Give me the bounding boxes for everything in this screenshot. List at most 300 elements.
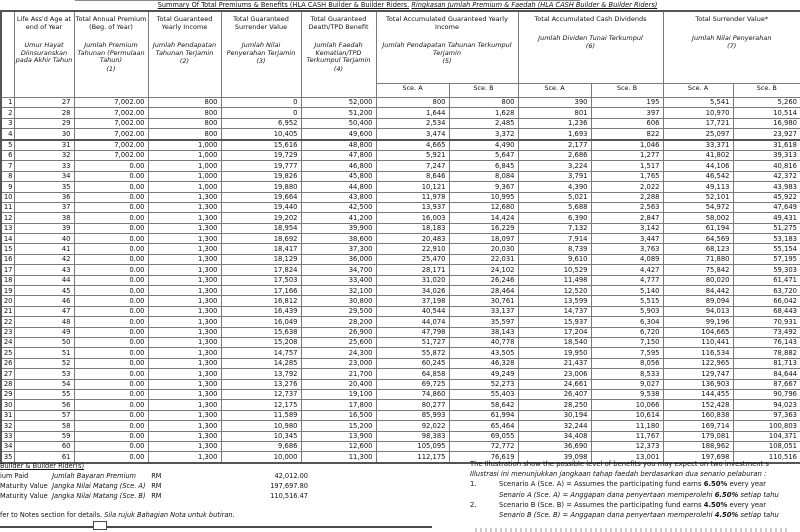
value-cell: 6,304 — [591, 317, 663, 327]
value-cell: 0.00 — [74, 234, 148, 244]
table-row — [1, 379, 800, 389]
value-cell: 58,642 — [449, 400, 518, 410]
value-cell: 8,739 — [518, 244, 591, 254]
policy-year-cell: 4 — [1, 129, 14, 140]
dividends-header-my: Jumlah Dividen Tunai Terkumpul — [538, 33, 643, 42]
value-cell: 390 — [518, 98, 591, 108]
value-cell: 58,002 — [663, 213, 733, 223]
value-cell: 0.00 — [74, 410, 148, 420]
value-cell: 20,400 — [301, 379, 376, 389]
value-cell: 75,842 — [663, 265, 733, 275]
value-cell: 19,826 — [221, 171, 301, 181]
footer-summary-title: Builder & Builder Rider(s) — [0, 462, 85, 470]
income-header-my: Jumlah Pendapatan Tahunan Terjamin — [152, 41, 217, 57]
policy-year-cell: 10 — [1, 192, 14, 202]
scenario-a-line-en — [470, 479, 800, 489]
value-cell: 44,800 — [301, 182, 376, 192]
maturity-a-label-en: Maturity Value — [0, 482, 48, 490]
policy-year-cell: 21 — [1, 306, 14, 316]
value-cell: 19,100 — [301, 389, 376, 399]
value-cell: 1,517 — [591, 161, 663, 171]
scenario-a-text-en: Scenario A (Sce. A) = Assumes the participating fund earns — [499, 480, 704, 489]
value-cell: 52,000 — [301, 98, 376, 108]
value-cell: 24,661 — [518, 379, 591, 389]
table-row — [1, 389, 800, 399]
value-cell: 38,143 — [449, 327, 518, 337]
value-cell: 52,273 — [449, 379, 518, 389]
value-cell: 105,095 — [376, 441, 449, 451]
value-cell: 46 — [14, 296, 74, 306]
value-cell: 15,638 — [221, 327, 301, 337]
value-cell: 18,954 — [221, 223, 301, 233]
value-cell: 55,872 — [376, 348, 449, 358]
value-cell: 1,046 — [591, 140, 663, 151]
value-cell: 61,994 — [449, 410, 518, 420]
value-cell: 41,802 — [663, 150, 733, 160]
value-cell: 25,097 — [663, 129, 733, 140]
death-header-my: Jumlah Faedah Kematian/TPD Terkumpul Terjamin — [306, 41, 371, 64]
value-cell: 10,514 — [733, 108, 800, 118]
value-cell: 76,619 — [449, 452, 518, 463]
maturity-b-currency: RM — [151, 491, 162, 500]
table-header — [1, 11, 800, 98]
value-cell: 7,002.00 — [74, 140, 148, 151]
value-cell: 51 — [14, 348, 74, 358]
value-cell: 39,313 — [733, 150, 800, 160]
value-cell: 18,183 — [376, 223, 449, 233]
benefits-table — [0, 10, 800, 464]
value-cell: 108,051 — [733, 441, 800, 451]
value-cell: 47,800 — [301, 150, 376, 160]
value-cell: 1,300 — [148, 223, 221, 233]
scenario-a-number: 1. — [470, 480, 477, 489]
value-cell: 55,403 — [449, 389, 518, 399]
value-cell: 2,022 — [591, 182, 663, 192]
value-cell: 99,196 — [663, 317, 733, 327]
value-cell: 1,300 — [148, 244, 221, 254]
value-cell: 59 — [14, 431, 74, 441]
value-cell: 800 — [449, 98, 518, 108]
value-cell: 41,200 — [301, 213, 376, 223]
value-cell: 61 — [14, 452, 74, 463]
premium-paid-currency: RM — [151, 472, 162, 481]
value-cell: 12,600 — [301, 441, 376, 451]
value-cell: 43,983 — [733, 182, 800, 192]
value-cell: 7,002.00 — [74, 118, 148, 128]
age-column-header — [14, 11, 74, 98]
value-cell: 1,693 — [518, 129, 591, 140]
value-cell: 37 — [14, 202, 74, 212]
value-cell: 78,882 — [733, 348, 800, 358]
value-cell: 57,195 — [733, 254, 800, 264]
value-cell: 136,903 — [663, 379, 733, 389]
value-cell: 18,692 — [221, 234, 301, 244]
table-row — [1, 400, 800, 410]
death-header-num: (4) — [333, 64, 344, 73]
value-cell: 0.00 — [74, 192, 148, 202]
value-cell: 37,198 — [376, 296, 449, 306]
value-cell: 800 — [148, 98, 221, 108]
table-row — [1, 306, 800, 316]
value-cell: 36,690 — [518, 441, 591, 451]
value-cell: 34,700 — [301, 265, 376, 275]
value-cell: 30,800 — [301, 296, 376, 306]
policy-year-cell: 22 — [1, 317, 14, 327]
value-cell: 90,796 — [733, 389, 800, 399]
value-cell: 6,952 — [221, 118, 301, 128]
value-cell: 2,288 — [591, 192, 663, 202]
value-cell: 16,980 — [733, 118, 800, 128]
value-cell: 16,049 — [221, 317, 301, 327]
value-cell: 22,031 — [449, 254, 518, 264]
income-header-en: Total Guaranteed Yearly Income — [156, 15, 213, 31]
acc-income-sce-a-header: Sce. A — [376, 84, 449, 98]
value-cell: 3,142 — [591, 223, 663, 233]
premium-header-en: Total Annual Premium (Beg. of Year) — [75, 15, 147, 31]
value-cell: 2,177 — [518, 140, 591, 151]
value-cell: 5,921 — [376, 150, 449, 160]
value-cell: 98,383 — [376, 431, 449, 441]
policy-year-cell: 24 — [1, 337, 14, 347]
value-cell: 1,300 — [148, 265, 221, 275]
value-cell: 10,995 — [449, 192, 518, 202]
value-cell: 30,761 — [449, 296, 518, 306]
value-cell: 89,094 — [663, 296, 733, 306]
value-cell: 19,440 — [221, 202, 301, 212]
value-cell: 0.00 — [74, 337, 148, 347]
value-cell: 1,277 — [591, 150, 663, 160]
value-cell: 1,300 — [148, 452, 221, 463]
value-cell: 116,534 — [663, 348, 733, 358]
value-cell: 36,000 — [301, 254, 376, 264]
value-cell: 33,137 — [449, 306, 518, 316]
value-cell: 800 — [148, 118, 221, 128]
value-cell: 11,589 — [221, 410, 301, 420]
value-cell: 64,858 — [376, 369, 449, 379]
value-cell: 3,791 — [518, 171, 591, 181]
value-cell: 4,390 — [518, 182, 591, 192]
bottom-border-segment-left — [0, 526, 93, 528]
value-cell: 46,800 — [301, 161, 376, 171]
dividends-header-en: Total Accumulated Cash Dividends — [534, 15, 647, 23]
age-header-en: Life Ass'd Age at end of Year — [16, 15, 72, 31]
value-cell: 0.00 — [74, 296, 148, 306]
value-cell: 17,721 — [663, 118, 733, 128]
value-cell: 9,610 — [518, 254, 591, 264]
maturity-value-b-row — [0, 492, 322, 502]
acc-income-header-en: Total Accumulated Guaranteed Yearly Income — [386, 15, 508, 31]
policy-year-cell: 19 — [1, 286, 14, 296]
summary-title-en: Summary Of Total Premiums & Benefits (HLA CASH Builder & Builder Riders. — [157, 1, 410, 9]
value-cell: 17,503 — [221, 275, 301, 285]
value-cell: 5,903 — [591, 306, 663, 316]
value-cell: 27 — [14, 98, 74, 108]
notes-reference-my: Sila rujuk Bahagian Nota untuk butiran. — [104, 511, 235, 520]
value-cell: 9,686 — [221, 441, 301, 451]
value-cell: 606 — [591, 118, 663, 128]
tsv-header-en: Total Surrender Value* — [695, 15, 769, 23]
gsv-header-num: (3) — [256, 57, 266, 65]
death-header-en: Total Guaranteed Death/TPD Benefit — [308, 15, 369, 31]
value-cell: 39,900 — [301, 223, 376, 233]
value-cell: 19,950 — [518, 348, 591, 358]
value-cell: 1,300 — [148, 234, 221, 244]
scenario-a-line-my — [470, 490, 800, 500]
value-cell: 48,800 — [301, 140, 376, 151]
value-cell: 85,993 — [376, 410, 449, 420]
value-cell: 179,081 — [663, 431, 733, 441]
value-cell: 31,618 — [733, 140, 800, 151]
value-cell: 40 — [14, 234, 74, 244]
policy-year-cell: 32 — [1, 421, 14, 431]
value-cell: 4,665 — [376, 140, 449, 151]
value-cell: 1,000 — [148, 182, 221, 192]
value-cell: 55 — [14, 389, 74, 399]
premium-paid-label-en: ium Paid — [0, 472, 29, 481]
value-cell: 28,250 — [518, 400, 591, 410]
value-cell: 87,667 — [733, 379, 800, 389]
value-cell: 35 — [14, 182, 74, 192]
value-cell: 17,166 — [221, 286, 301, 296]
value-cell: 43,800 — [301, 192, 376, 202]
value-cell: 0.00 — [74, 171, 148, 181]
value-cell: 35,597 — [449, 317, 518, 327]
value-cell: 112,175 — [376, 452, 449, 463]
value-cell: 49,113 — [663, 182, 733, 192]
value-cell: 44 — [14, 275, 74, 285]
value-cell: 26,407 — [518, 389, 591, 399]
value-cell: 52,101 — [663, 192, 733, 202]
value-cell: 1,300 — [148, 327, 221, 337]
table-body — [1, 98, 800, 463]
value-cell: 1,236 — [518, 118, 591, 128]
tsv-header-my: Jumlah Nilai Penyerahan — [692, 33, 772, 42]
value-cell: 23,000 — [301, 358, 376, 368]
acc-income-sce-b-header: Sce. B — [449, 84, 518, 98]
value-cell: 43,505 — [449, 348, 518, 358]
value-cell: 8,084 — [449, 171, 518, 181]
value-cell: 13,900 — [301, 431, 376, 441]
premium-paid-value: 42,012.00 — [274, 472, 308, 481]
value-cell: 17,204 — [518, 327, 591, 337]
footer-scenarios — [470, 459, 800, 529]
guaranteed-yearly-income-column-header — [148, 11, 221, 98]
policy-year-cell: 31 — [1, 410, 14, 420]
value-cell: 1,300 — [148, 400, 221, 410]
value-cell: 57 — [14, 410, 74, 420]
value-cell: 9,538 — [591, 389, 663, 399]
scenario-intro-en: The Illustration show the possible level of benefits you may expect on two investment s — [470, 460, 769, 468]
value-cell: 36 — [14, 192, 74, 202]
value-cell: 12,175 — [221, 400, 301, 410]
value-cell: 1,000 — [148, 161, 221, 171]
value-cell: 5,541 — [663, 98, 733, 108]
value-cell: 70,931 — [733, 317, 800, 327]
value-cell: 169,714 — [663, 421, 733, 431]
value-cell: 17,824 — [221, 265, 301, 275]
maturity-b-label-en: Maturity Value — [0, 491, 48, 500]
scenario-b-text-en: Scenario B (Sce. B) = Assumes the participating fund earns — [499, 500, 704, 509]
value-cell: 50,400 — [301, 118, 376, 128]
value-cell: 44,106 — [663, 161, 733, 171]
value-cell: 1,644 — [376, 108, 449, 118]
value-cell: 10,970 — [663, 108, 733, 118]
value-cell: 1,765 — [591, 171, 663, 181]
value-cell: 25,600 — [301, 337, 376, 347]
value-cell: 39 — [14, 223, 74, 233]
value-cell: 18,097 — [449, 234, 518, 244]
table-row — [1, 213, 800, 223]
value-cell: 2,534 — [376, 118, 449, 128]
scenario-b-line-my — [470, 510, 800, 520]
value-cell: 110,441 — [663, 337, 733, 347]
policy-year-cell: 8 — [1, 171, 14, 181]
table-row — [1, 140, 800, 151]
bottom-border-segment-right — [106, 526, 432, 528]
scenario-a-rate: 6.50% — [703, 480, 728, 489]
value-cell: 16,439 — [221, 306, 301, 316]
death-tpd-benefit-column-header — [301, 11, 376, 98]
value-cell: 397 — [591, 108, 663, 118]
table-row — [1, 265, 800, 275]
table-row — [1, 150, 800, 160]
value-cell: 16,500 — [301, 410, 376, 420]
value-cell: 11,498 — [518, 275, 591, 285]
policy-year-cell: 26 — [1, 358, 14, 368]
policy-year-cell: 28 — [1, 379, 14, 389]
table-row — [1, 234, 800, 244]
value-cell: 13,001 — [591, 452, 663, 463]
value-cell: 4,427 — [591, 265, 663, 275]
value-cell: 12,680 — [449, 202, 518, 212]
value-cell: 0.00 — [74, 358, 148, 368]
value-cell: 41 — [14, 244, 74, 254]
dividends-sce-a-header: Sce. A — [518, 84, 591, 98]
value-cell: 195 — [591, 98, 663, 108]
value-cell: 6,720 — [591, 327, 663, 337]
maturity-value-a-row — [0, 482, 322, 492]
value-cell: 48 — [14, 317, 74, 327]
table-row — [1, 441, 800, 451]
value-cell: 44,074 — [376, 317, 449, 327]
value-cell: 46,542 — [663, 171, 733, 181]
table-row — [1, 254, 800, 264]
value-cell: 11,180 — [591, 421, 663, 431]
value-cell: 0.00 — [74, 223, 148, 233]
value-cell: 1,300 — [148, 431, 221, 441]
policy-year-cell: 29 — [1, 389, 14, 399]
value-cell: 5,140 — [591, 286, 663, 296]
policy-year-cell: 15 — [1, 244, 14, 254]
value-cell: 73,492 — [733, 327, 800, 337]
policy-year-cell: 34 — [1, 441, 14, 451]
maturity-b-value: 110,516.47 — [270, 491, 308, 500]
value-cell: 1,300 — [148, 213, 221, 223]
value-cell: 47 — [14, 306, 74, 316]
value-cell: 94,013 — [663, 306, 733, 316]
value-cell: 31,020 — [376, 275, 449, 285]
value-cell: 10,614 — [591, 410, 663, 420]
value-cell: 21,700 — [301, 369, 376, 379]
value-cell: 26,900 — [301, 327, 376, 337]
value-cell: 31 — [14, 140, 74, 151]
clipped-text-line — [475, 528, 790, 532]
gsv-header-my: Jumlah Nilai Penyerahan Terjamin — [226, 41, 296, 57]
value-cell: 65,464 — [449, 421, 518, 431]
value-cell: 18,417 — [221, 244, 301, 254]
policy-year-cell: 33 — [1, 431, 14, 441]
table-row — [1, 410, 800, 420]
value-cell: 53 — [14, 369, 74, 379]
table-row — [1, 244, 800, 254]
value-cell: 74,860 — [376, 389, 449, 399]
table-row — [1, 337, 800, 347]
value-cell: 7,150 — [591, 337, 663, 347]
value-cell: 33,371 — [663, 140, 733, 151]
value-cell: 46,328 — [449, 358, 518, 368]
value-cell: 80,277 — [376, 400, 449, 410]
value-cell: 800 — [148, 108, 221, 118]
value-cell: 28 — [14, 108, 74, 118]
policy-year-cell: 30 — [1, 400, 14, 410]
value-cell: 6,845 — [449, 161, 518, 171]
value-cell: 10,405 — [221, 129, 301, 140]
value-cell: 23,006 — [518, 369, 591, 379]
policy-year-cell: 16 — [1, 254, 14, 264]
acc-income-header-num: (5) — [442, 57, 452, 65]
value-cell: 47,649 — [733, 202, 800, 212]
value-cell: 50 — [14, 337, 74, 347]
value-cell: 51,275 — [733, 223, 800, 233]
value-cell: 24,300 — [301, 348, 376, 358]
value-cell: 14,737 — [518, 306, 591, 316]
value-cell: 11,300 — [301, 452, 376, 463]
value-cell: 1,000 — [148, 140, 221, 151]
policy-year-cell: 1 — [1, 98, 14, 108]
value-cell: 0.00 — [74, 182, 148, 192]
scenario-b-suffix-my: setiap tahu — [738, 511, 779, 520]
scenario-b-line-en — [470, 500, 800, 510]
value-cell: 29 — [14, 118, 74, 128]
acc-income-header-my: Jumlah Pendapatan Tahunan Terkumpul Terjamin — [382, 41, 512, 57]
value-cell: 7,002.00 — [74, 108, 148, 118]
value-cell: 66,042 — [733, 296, 800, 306]
value-cell: 0 — [221, 108, 301, 118]
value-cell: 11,978 — [376, 192, 449, 202]
income-header-num: (2) — [179, 57, 190, 65]
table-row — [1, 98, 800, 108]
summary-title-my: Ringkasan Jumlah Premium & Faedah (HLA CASH Builder & Builder Riders) — [411, 1, 658, 9]
footer-summary — [0, 462, 322, 521]
value-cell: 122,965 — [663, 358, 733, 368]
table-row — [1, 286, 800, 296]
table-row — [1, 275, 800, 285]
value-cell: 15,200 — [301, 421, 376, 431]
table-row — [1, 161, 800, 171]
value-cell: 10,529 — [518, 265, 591, 275]
table-row — [1, 296, 800, 306]
value-cell: 32 — [14, 150, 74, 160]
scenario-b-text-my: Senario B (Sce. B) = Anggapan dana penyertaan memperolehi — [499, 511, 715, 520]
value-cell: 0.00 — [74, 317, 148, 327]
value-cell: 45,922 — [733, 192, 800, 202]
value-cell: 152,428 — [663, 400, 733, 410]
value-cell: 0.00 — [74, 421, 148, 431]
value-cell: 60,245 — [376, 358, 449, 368]
policy-year-cell: 17 — [1, 265, 14, 275]
policy-year-cell: 13 — [1, 223, 14, 233]
value-cell: 39,098 — [518, 452, 591, 463]
